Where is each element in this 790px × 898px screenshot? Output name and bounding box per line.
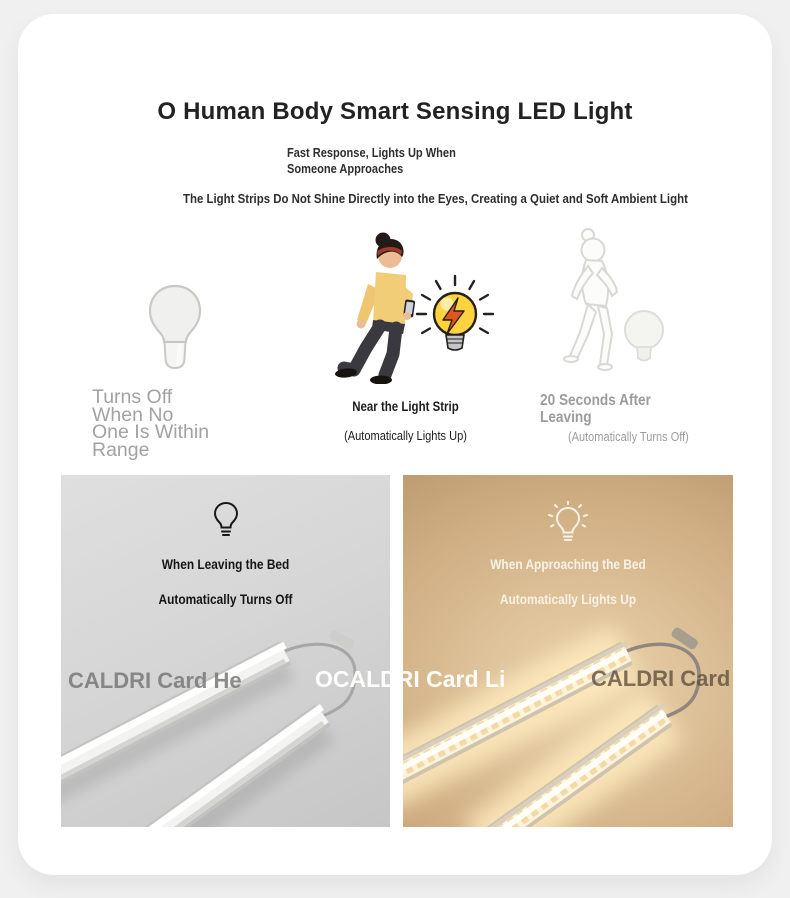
watermark-right: CALDRI Card (591, 666, 731, 691)
feature-near-caption-block (308, 399, 503, 443)
bulb-off-icon (147, 284, 203, 372)
subtitle-line-1: Fast Response, Lights Up When (287, 145, 456, 160)
walking-person-icon (335, 233, 416, 385)
description: The Light Strips Do Not Shine Directly into the Eyes, Creating a Quiet and Soft Ambient Light (183, 191, 688, 206)
subtitle-line-2: Someone Approaches (287, 160, 404, 176)
bulb-outline-icon (61, 501, 390, 546)
feature-near-subcaption: (Automatically Lights Up) (344, 428, 467, 443)
walking-person-outline-with-faded-bulb-icon (560, 226, 670, 378)
panel-leaving-line2: Automatically Turns Off (158, 591, 293, 607)
watermark-left: CALDRI Card He (68, 668, 242, 693)
panel-approaching-line2: Automatically Lights Up (499, 591, 637, 607)
bulb-faded-icon (625, 311, 663, 361)
feature-off-caption: Turns Off When No One Is Within Range (92, 386, 210, 461)
subtitle (287, 145, 456, 176)
bulb-glow-icon (403, 501, 733, 550)
content-card (18, 14, 772, 875)
watermark-center: OCALDRI Card Li (315, 666, 506, 692)
panel-approaching-line1: When Approaching the Bed (490, 556, 646, 572)
feature-leave-caption: 20 Seconds After Leaving (540, 392, 651, 426)
panel-leaving-line1: When Leaving the Bed (161, 556, 290, 572)
walking-person-outline-icon (564, 229, 617, 370)
panel-approaching-bed (403, 475, 733, 827)
walking-person-with-lit-bulb-icon (330, 232, 495, 384)
feature-near-caption: Near the Light Strip (352, 399, 459, 414)
bulb-lit-icon (417, 276, 493, 350)
feature-leave-subcaption: (Automatically Turns Off) (568, 430, 689, 444)
panel-leaving-bed (61, 475, 390, 827)
page-title-wrap (18, 98, 772, 126)
page-title: O Human Body Smart Sensing LED Light (157, 98, 633, 125)
